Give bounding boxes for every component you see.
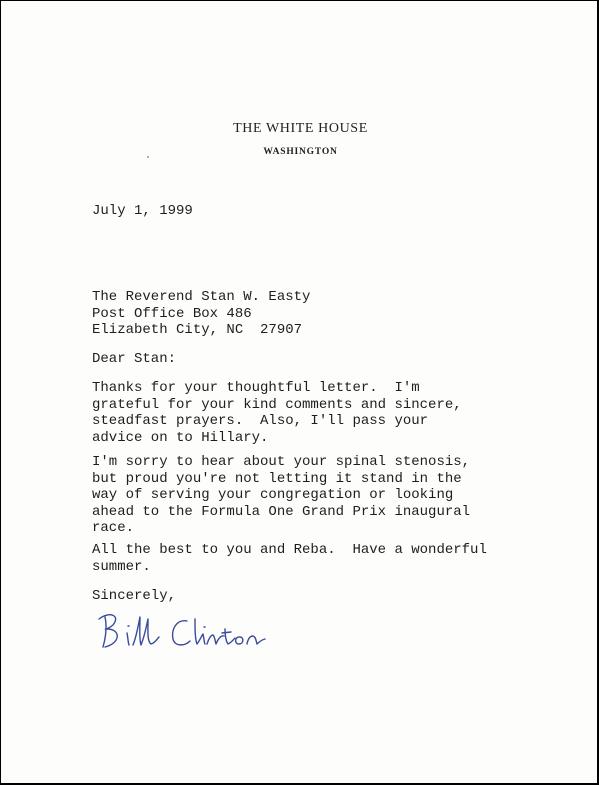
closing: Sincerely,: [92, 588, 177, 604]
recipient-city: Elizabeth City, NC 27907: [92, 322, 303, 339]
letterhead-title: THE WHITE HOUSE: [233, 121, 368, 136]
signature-strokes: [99, 615, 265, 647]
body-paragraph-1: Thanks for your thoughtful letter. I'm grateful for your kind comments and sincere, steadfast prayers. Also, I'll pass your advice on to Hillary.: [92, 380, 462, 446]
handwritten-signature: [91, 607, 281, 657]
recipient-po-box: Post Office Box 486: [92, 305, 252, 322]
recipient-address: [92, 289, 310, 339]
letterhead-subtitle: WASHINGTON: [263, 147, 338, 157]
letter-date: July 1, 1999: [92, 203, 193, 219]
salutation: Dear Stan:: [92, 351, 177, 367]
body-paragraph-3: All the best to you and Reba. Have a wonderful summer.: [92, 542, 487, 575]
paper-speck: [147, 156, 149, 158]
body-paragraph-2: I'm sorry to hear about your spinal stenosis, but proud you're not letting it stand in the way of serving your congregation or looking ahead to the Formula One Grand Prix inaugural race.: [92, 454, 471, 537]
letter-page: [1, 1, 597, 783]
recipient-name: The Reverend Stan W. Easty: [92, 289, 311, 305]
